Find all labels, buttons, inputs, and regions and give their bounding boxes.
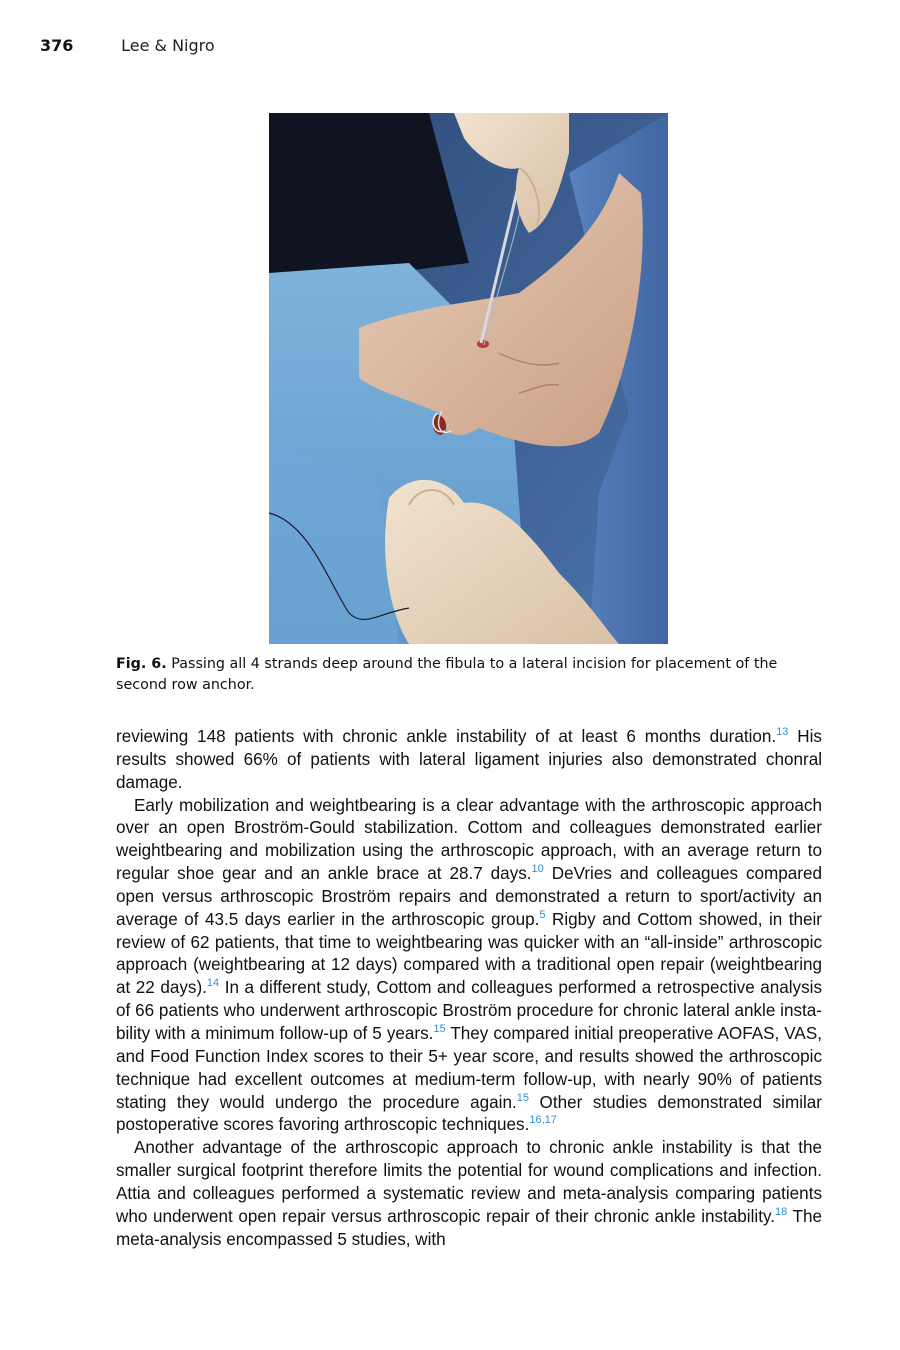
body-paragraph [116,795,822,1138]
figure-caption [116,654,822,695]
page-number: 376 [40,36,74,55]
figure-photo [269,113,668,644]
paragraph-text: DeVries and colleagues compared open versus arthroscopic Broström repairs and demonstrated a return to sport/activity an average of 43.5 days earlier in the arthroscopic group. [116,864,823,929]
figure-caption-text: Passing all 4 strands deep around the fibula to a lateral incision for placement of the second row anchor. [116,656,778,693]
figure-label: Fig. 6. [116,656,167,672]
running-head-authors: Lee & Nigro [121,36,215,55]
paragraph-text: His results showed 66% of patients with lateral ligament injuries also demonstrated chonral damage. [116,727,822,792]
citation-link[interactable]: 18 [774,1205,788,1218]
paragraph-text: reviewing 148 patients with chronic ankle instability of at least 6 months duration. [116,727,777,746]
paragraph-text: They compared initial preoperative AOFAS, VAS, and Food Function Index scores to their 5+ year score, and results showed the arthroscopic technique had excellent outcomes at medium-term follow-up, with nearly 90% of patients stating they would undergo the procedure again. [116,1023,822,1112]
body-paragraph [116,726,822,795]
running-head [40,36,215,55]
paragraph-text: Early mobilization and weightbearing is a clear advantage with the arthroscopic approach over an open Broström-Gould stabilization. Cottom and colleagues demonstrated earlier weightbearing and mobilization using the arthroscopic approach, with an average return to regular shoe gear and an ankle brace at 28.7 days. [116,795,822,884]
citation-link[interactable]: 13 [776,726,789,738]
incision-proximal [477,340,489,348]
citation-link[interactable]: 15 [433,1022,446,1035]
citation-link[interactable]: 5 [539,908,546,921]
body-text [116,726,822,1251]
body-paragraph [116,1137,822,1251]
citation-link[interactable]: 14 [206,977,220,990]
paragraph-text: Other studies demonstrated similar postoperative scores favoring arthroscopic techniques. [116,1092,823,1135]
citation-link[interactable]: 15 [516,1091,529,1104]
citation-link[interactable]: 10 [531,863,544,876]
paragraph-text: Another advantage of the arthroscopic approach to chronic ankle instability is that the smaller surgical footprint therefore limits the potential for wound complications and infection. Attia and colleagues performed a systematic review and meta-analysis comparing patients who underwent open repair versus arthroscopic repair of their chronic ankle instability. [116,1138,822,1226]
paragraph-text: Rigby and Cottom showed, in their review of 62 patients, that time to weightbearing was quicker with an “all-inside” arthroscopic approach (weightbearing at 12 days) compared with a traditional open repair (weightbearing at 22 days). [116,909,822,998]
paragraph-text: In a different study, Cottom and colleagues performed a retrospective analysis of 66 patients who underwent arthroscopic Broström procedure for chronic lateral ankle instability with a minimum follow-up of 5 years. [116,978,822,1043]
paragraph-text: The meta-analysis encompassed 5 studies, with [116,1206,822,1249]
citation-link[interactable]: 16,17 [529,1114,557,1127]
